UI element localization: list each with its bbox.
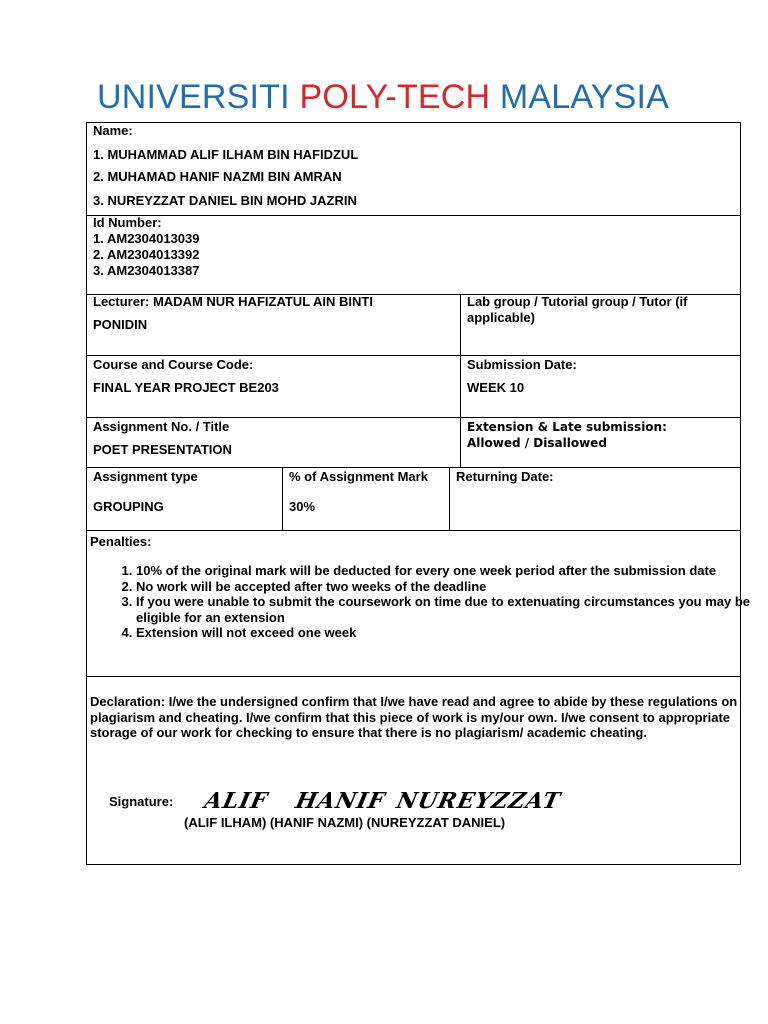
signature-alif: ALIF xyxy=(202,788,271,814)
penalty-item-4: 4. Extension will not exceed one week xyxy=(136,625,756,641)
submission-value: WEEK 10 xyxy=(467,380,525,395)
university-title-part1: UNIVERSITI xyxy=(97,78,290,116)
course-label: Course and Course Code: xyxy=(93,357,254,372)
assignment-type-value: GROUPING xyxy=(93,499,164,514)
university-title xyxy=(97,80,669,114)
returning-date-label: Returning Date: xyxy=(456,469,554,484)
member-name-1: 1. MUHAMMAD ALIF ILHAM BIN HAFIDZUL xyxy=(93,147,359,162)
penalties-list xyxy=(110,563,756,641)
penalty-item-3: 3. If you were unable to submit the coursework on time due to extenuating circumstances you may be eligible for an extension xyxy=(136,594,756,625)
assignment-mark-label: % of Assignment Mark xyxy=(289,469,428,484)
penalties-label: Penalties: xyxy=(90,534,152,549)
signature-nureyzzat: NUREYZZAT xyxy=(394,788,564,814)
member-name-2: 2. MUHAMAD HANIF NAZMI BIN AMRAN xyxy=(93,169,342,184)
lecturer-line1: Lecturer: MADAM NUR HAFIZATUL AIN BINTI xyxy=(93,294,373,309)
university-title-part3: MALAYSIA xyxy=(499,78,670,116)
assignment-type-label: Assignment type xyxy=(93,469,198,484)
lab-group-line1: Lab group / Tutorial group / Tutor (if xyxy=(467,294,688,309)
lecturer-line2: PONIDIN xyxy=(93,317,148,332)
assignment-title-value: POET PRESENTATION xyxy=(93,442,232,457)
submission-label: Submission Date: xyxy=(467,357,577,372)
extension-options: Allowed / Disallowed xyxy=(467,436,607,450)
signature-names: (ALIF ILHAM) (HANIF NAZMI) (NUREYZZAT DANIEL) xyxy=(184,815,506,830)
signature-label: Signature: xyxy=(109,794,174,809)
name-label: Name: xyxy=(93,123,133,138)
member-name-3: 3. NUREYZZAT DANIEL BIN MOHD JAZRIN xyxy=(93,193,357,208)
id-number-2: 2. AM2304013392 xyxy=(93,247,200,262)
id-number-3: 3. AM2304013387 xyxy=(93,263,200,278)
university-title-part2: POLY-TECH xyxy=(299,78,491,116)
extension-label: Extension & Late submission: xyxy=(467,420,667,434)
assignment-label: Assignment No. / Title xyxy=(93,419,230,434)
assignment-mark-value: 30% xyxy=(289,499,316,514)
signature-hanif: HANIF xyxy=(293,788,388,814)
penalty-item-1: 1. 10% of the original mark will be deducted for every one week period after the submission date xyxy=(136,563,756,579)
id-number-1: 1. AM2304013039 xyxy=(93,231,200,246)
id-label: Id Number: xyxy=(93,215,162,230)
penalty-item-2: 2. No work will be accepted after two weeks of the deadline xyxy=(136,579,756,595)
declaration-text: Declaration: I/we the undersigned confirm that I/we have read and agree to abide by these regulations on plagiarism and cheating. I/we confirm that this piece of work is my/our own. I/we consent to appropriate storage of our work for checking to ensure that there is no plagiarism/ academic cheating. xyxy=(90,694,738,741)
course-value: FINAL YEAR PROJECT BE203 xyxy=(93,380,279,395)
lab-group-line2: applicable) xyxy=(467,310,535,325)
